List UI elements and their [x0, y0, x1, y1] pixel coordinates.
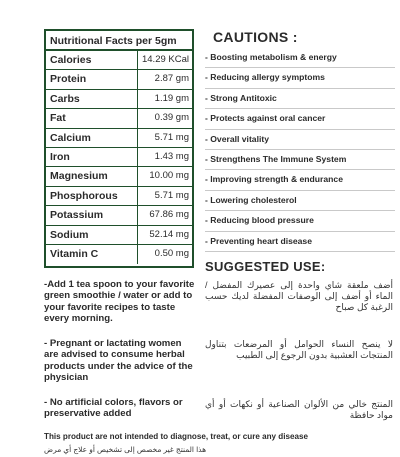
nutrient-value: 67.86 mg — [149, 209, 189, 221]
nutrient-name: Magnesium — [46, 167, 138, 185]
nutrient-name: Iron — [46, 148, 138, 166]
nutrient-name: Vitamin C — [46, 245, 138, 264]
nutrient-name: Protein — [46, 70, 138, 88]
nutrition-facts-table — [44, 29, 194, 268]
usage-instruction-arabic: أضف ملعقة شاي واحدة إلى عصيرك المفضل / الماء أو أضف إلى الوصفات المفضلة لديك حسب الرغبة كل صباح — [205, 280, 393, 312]
nutrient-name: Phosphorous — [46, 187, 138, 205]
nutrient-value: 52.14 mg — [149, 228, 189, 240]
nutrient-value: 0.39 gm — [154, 112, 189, 124]
caution-item: - Reducing allergy symptoms — [205, 68, 395, 88]
nutrition-row — [46, 226, 192, 245]
disclaimer-english: This product are not intended to diagnose, treat, or cure any disease — [44, 432, 308, 441]
nutrition-row — [46, 167, 192, 186]
nutrient-value: 1.19 gm — [154, 92, 189, 104]
nutrition-row — [46, 148, 192, 167]
no-additives-note: - No artificial colors, flavors or preservative added — [44, 397, 183, 420]
nutrient-name: Sodium — [46, 226, 138, 244]
caution-item: - Overall vitality — [205, 130, 395, 150]
cautions-title: CAUTIONS : — [213, 29, 298, 45]
caution-item: - Preventing heart disease — [205, 232, 395, 252]
cautions-list — [205, 48, 395, 252]
suggested-use-title: SUGGESTED USE: — [205, 259, 326, 274]
caution-item: - Reducing blood pressure — [205, 211, 395, 231]
nutrition-row — [46, 90, 192, 109]
caution-item: - Boosting metabolism & energy — [205, 48, 395, 68]
nutrition-row — [46, 70, 192, 89]
nutrient-value: 10.00 mg — [149, 170, 189, 182]
nutrient-name: Calcium — [46, 129, 138, 147]
nutrient-value: 5.71 mg — [154, 131, 189, 143]
caution-item: - Improving strength & endurance — [205, 170, 395, 190]
pregnancy-warning-arabic: لا ينصح النساء الحوامل أو المرضعات بتناول المنتجات العشبية بدون الرجوع إلى الطبيب — [205, 339, 393, 360]
nutrition-row — [46, 109, 192, 128]
nutrient-value: 1.43 mg — [154, 150, 189, 162]
caution-item: - Protects against oral cancer — [205, 109, 395, 129]
nutrient-name: Fat — [46, 109, 138, 127]
usage-instruction: -Add 1 tea spoon to your favorite green smoothie / water or add to your favorite recipes to taste every morning. — [44, 279, 195, 325]
nutrition-table-title: Nutritional Facts per 5gm — [46, 31, 192, 51]
cautions-section — [205, 29, 395, 252]
nutrient-name: Carbs — [46, 90, 138, 108]
caution-item: - Strengthens The Immune System — [205, 150, 395, 170]
caution-item: - Lowering cholesterol — [205, 191, 395, 211]
nutrition-row — [46, 51, 192, 70]
nutrient-value: 5.71 mg — [154, 189, 189, 201]
nutrition-row — [46, 129, 192, 148]
nutrient-name: Calories — [46, 51, 138, 69]
nutrient-name: Potassium — [46, 206, 138, 224]
no-additives-note-arabic: المنتج خالي من الألوان الصناعية أو نكهات أو أي مواد حافظة — [205, 399, 393, 420]
nutrient-value: 0.50 mg — [154, 247, 189, 259]
nutrition-row — [46, 245, 192, 264]
nutrition-row — [46, 187, 192, 206]
caution-item: - Strong Antitoxic — [205, 89, 395, 109]
nutrient-value: 2.87 gm — [154, 73, 189, 85]
disclaimer-arabic: هذا المنتج غير مخصص إلى تشخيص أو علاج أي مرض — [44, 445, 207, 454]
pregnancy-warning: - Pregnant or lactating women are advised to consume herbal products under the advice of the physician — [44, 338, 193, 384]
nutrition-row — [46, 206, 192, 225]
nutrient-value: 14.29 KCal — [141, 54, 189, 65]
